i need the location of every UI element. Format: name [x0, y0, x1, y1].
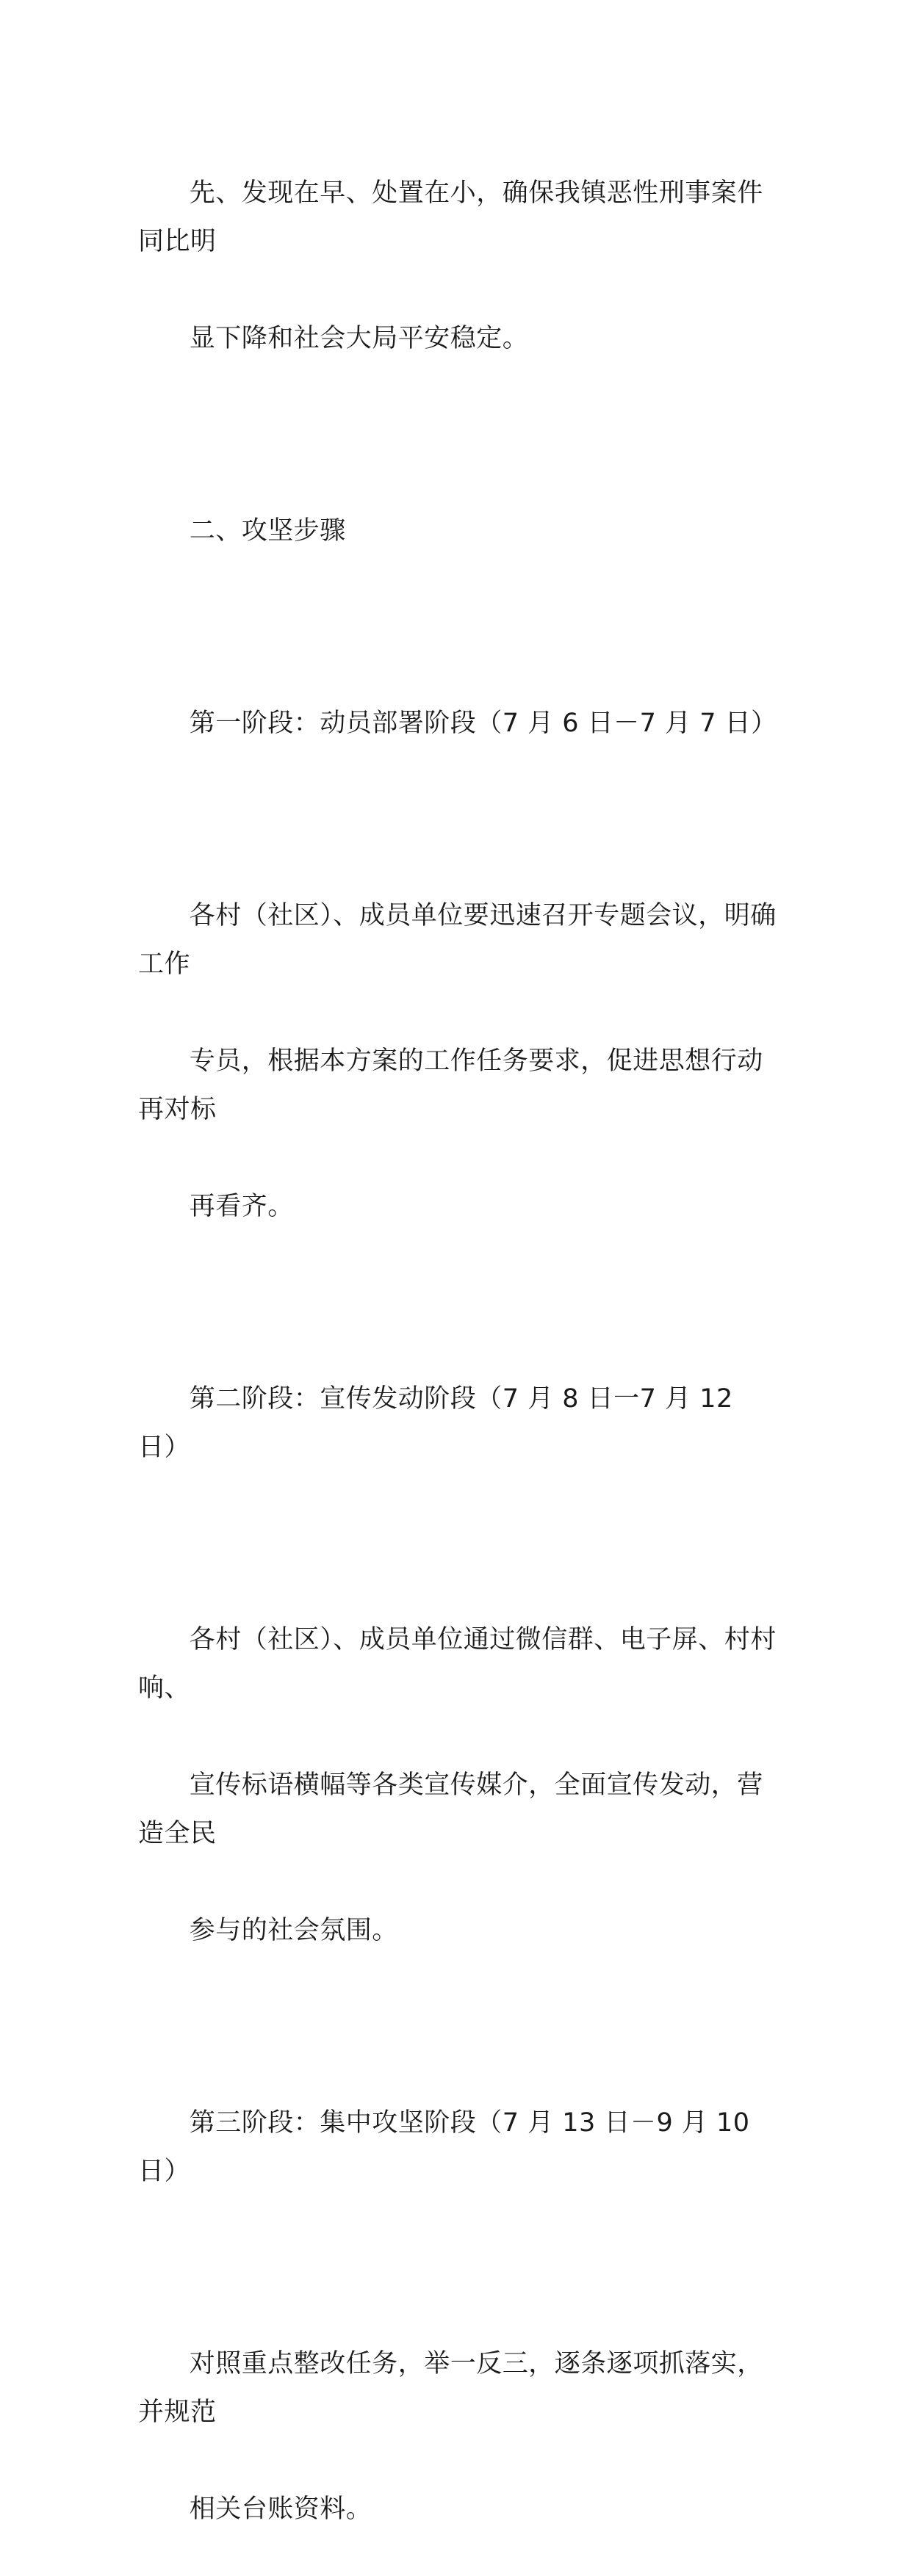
paragraph-gap — [138, 604, 785, 651]
text-line: 对照重点整改任务，举一反三，逐条逐项抓落实，并规范 — [138, 2349, 763, 2427]
text-line: 各村（社区）、成员单位通过微信群、电子屏、村村响、 — [138, 1625, 777, 1703]
text-line: 宣传标语横幅等各类宣传媒介，全面宣传发动，营造全民 — [138, 1770, 763, 1848]
text-line: 第一阶段：动员部署阶段（7 月 6 日－7 月 7 日） — [189, 709, 777, 738]
stage-two-heading — [138, 1326, 785, 1520]
section-heading — [138, 458, 785, 604]
stage-three-body — [138, 2291, 785, 2576]
stage-three-heading — [138, 2050, 785, 2244]
paragraph-gap — [138, 1279, 785, 1326]
text-line: 先、发现在早、处置在小，确保我镇恶性刑事案件同比明 — [138, 178, 763, 256]
paragraph-gap — [138, 2003, 785, 2050]
paragraph-gap — [138, 1520, 785, 1567]
text-line: 二、攻坚步骤 — [189, 516, 346, 546]
paragraph-gap — [138, 411, 785, 458]
text-line: 第二阶段：宣传发动阶段（7 月 8 日一7 月 12 日） — [138, 1384, 742, 1462]
text-line: 专员，根据本方案的工作任务要求，促进思想行动再对标 — [138, 1046, 763, 1124]
document-body — [138, 120, 785, 2576]
paragraph-intro-continuation — [138, 120, 785, 411]
paragraph-gap — [138, 2244, 785, 2291]
text-line: 再看齐。 — [189, 1192, 294, 1221]
text-line: 参与的社会氛围。 — [189, 1916, 398, 1945]
text-line: 显下降和社会大局平安稳定。 — [189, 324, 529, 353]
stage-two-body — [138, 1567, 785, 2003]
text-line: 第三阶段：集中攻坚阶段（7 月 13 日－9 月 10 日） — [138, 2108, 759, 2186]
text-line: 相关台账资料。 — [189, 2494, 372, 2524]
paragraph-gap — [138, 796, 785, 843]
text-line: 各村（社区）、成员单位要迅速召开专题会议，明确工作 — [138, 901, 777, 979]
stage-one-body — [138, 843, 785, 1279]
stage-one-heading — [138, 651, 785, 796]
